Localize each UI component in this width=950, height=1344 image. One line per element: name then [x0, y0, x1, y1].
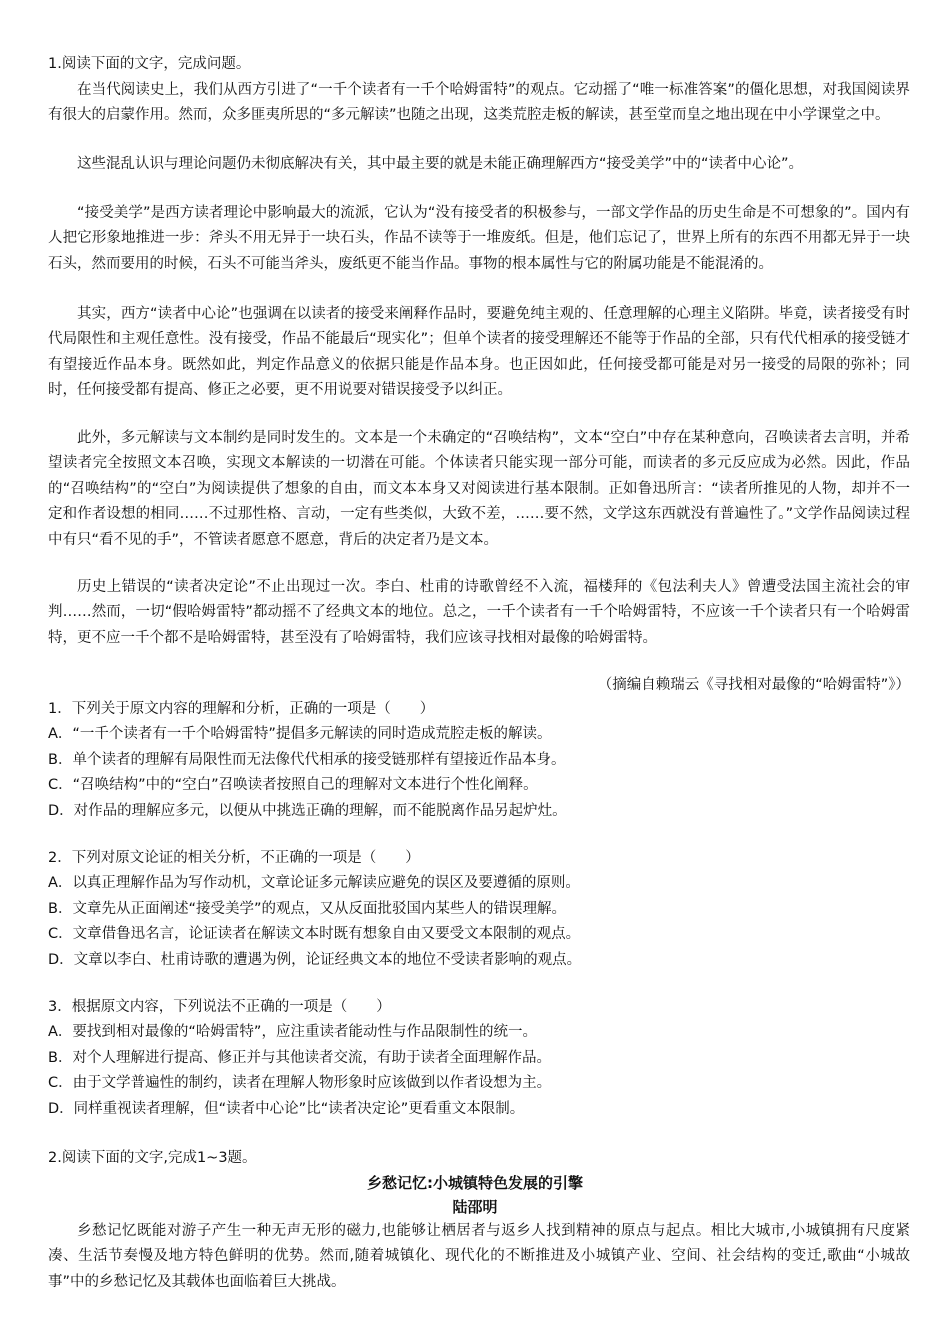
paragraph-6: 历史上错误的“读者决定论”不止出现过一次。李白、杜甫的诗歌曾经不入流，福楼拜的《包法利夫人》曾遭受法国主流社会的审判……然而，一切“假哈姆雷特”都动摇不了经典文本的地位。总之，一千个读者有一千个哈姆雷特，不应该一千个读者只有一个哈姆雷特，更不应一千个都不是哈姆雷特，甚至没有了哈姆雷特，我们应该寻找相对最像的哈姆雷特。	[48, 579, 910, 646]
article-author: 陆邵明	[452, 1198, 498, 1216]
question-3-stem: 3．根据原文内容，下列说法不正确的一项是（ ）	[48, 999, 391, 1015]
paragraph-3: “接受美学”是西方读者理论中影响最大的流派，它认为“没有接受者的积极参与，一部文学作品的历史生命是不可想象的”。国内有人把它形象地推进一步：斧头不用无异于一块石头，作品不读等于一堆废纸。但是，他们忘记了，世界上所有的东西不用都无异于一块石头，然而要用的时候，石头不可能当斧头，废纸更不能当作品。事物的根本属性与它的附属功能是不能混淆的。	[48, 205, 910, 272]
question-2-option-b[interactable]: B．文章先从正面阐述“接受美学”的观点，又从反面批驳国内某些人的错误理解。	[48, 900, 566, 917]
question-1-option-a[interactable]: A．“一千个读者有一千个哈姆雷特”提倡多元解读的同时造成荒腔走板的解读。	[48, 726, 552, 743]
question-3	[48, 995, 910, 1122]
paragraph-5: 此外，多元解读与文本制约是同时发生的。文本是一个未确定的“召唤结构”，文本“空白”中存在某种意向，召唤读者去言明，并希望读者完全按照文本召唤，实现文本解读的一切潜在可能。个体读者只能实现一部分可能，而读者的多元反应成为必然。因此，作品的“召唤结构”的“空白”为阅读提供了想象的自由，而文本本身又对阅读进行基本限制。正如鲁迅所言：“读者所推见的人物，却并不一定和作者设想的相同……不过那性格、言动，一定有些类似，大致不差，……要不然，文学这东西就没有普遍性了。”文学作品阅读过程中有只“看不见的手”，不管读者愿意不愿意，背后的决定者乃是文本。	[48, 430, 910, 548]
section2-paragraph: 乡愁记忆既能对游子产生一种无声无形的磁力,也能够让栖居者与返乡人找到精神的原点与起点。相比大城市,小城镇拥有尺度紧凑、生活节奏慢及地方特色鲜明的优势。然而,随着城镇化、现代化的不断推进及小城镇产业、空间、社会结构的变迁,歌曲“小城故事”中的乡愁记忆及其载体也面临着巨大挑战。	[48, 1223, 910, 1290]
paragraph-2: 这些混乱认识与理论问题仍未彻底解决有关，其中最主要的就是未能正确理解西方“接受美学”中的“读者中心论”。	[77, 156, 804, 172]
question-2-stem: 2．下列对原文论证的相关分析，不正确的一项是（ ）	[48, 850, 420, 866]
section2-heading: 2.阅读下面的文字,完成1~3题。	[48, 1150, 257, 1166]
question-1-stem: 1．下列关于原文内容的理解和分析，正确的一项是（ ）	[48, 701, 435, 717]
question-1-option-d[interactable]: D．对作品的理解应多元，以便从中挑选正确的理解，而不能脱离作品另起炉灶。	[48, 802, 567, 819]
question-3-option-a[interactable]: A．要找到相对最像的“哈姆雷特”，应注重读者能动性与作品限制性的统一。	[48, 1024, 537, 1041]
question-2-option-a[interactable]: A．以真正理解作品为写作动机，文章论证多元解读应避免的误区及要遵循的原则。	[48, 875, 580, 892]
question-1-option-b[interactable]: B．单个读者的理解有局限性而无法像代代相承的接受链那样有望接近作品本身。	[48, 751, 566, 768]
section1-heading: 1.阅读下面的文字，完成问题。	[48, 56, 251, 72]
question-3-option-c[interactable]: C．由于文学普遍性的制约，读者在理解人物形象时应该做到以作者设想为主。	[48, 1075, 552, 1092]
paragraph-4: 其实，西方“读者中心论”也强调在以读者的接受来阐释作品时，要避免纯主观的、任意理解的心理主义陷阱。毕竟，读者接受有时代局限性和主观任意性。没有接受，作品不能最后“现实化”；但单个读者的接受理解还不能等于作品的全部，只有代代相承的接受链才有望接近作品本身。既然如此，判定作品意义的依据只能是作品本身。也正因如此，任何接受都可能是对另一接受的局限的弥补；同时，任何接受都有提高、修正之必要，更不用说要对错误接受予以纠正。	[48, 306, 910, 399]
paragraph-1: 在当代阅读史上，我们从西方引进了“一千个读者有一千个哈姆雷特”的观点。它动摇了“唯一标准答案”的僵化思想，对我国阅读界有很大的启蒙作用。然而，众多匪夷所思的“多元解读”也随之出现，这类荒腔走板的解读，甚至堂而皇之地出现在中小学课堂之中。	[48, 82, 910, 124]
question-2	[48, 846, 910, 973]
question-2-option-c[interactable]: C．文章借鲁迅名言，论证读者在解读文本时既有想象自由又要受文本限制的观点。	[48, 926, 581, 943]
question-1	[48, 697, 910, 824]
source-citation: （摘编自赖瑞云《寻找相对最像的“哈姆雷特”》）	[597, 677, 910, 693]
question-3-option-b[interactable]: B．对个人理解进行提高、修正并与其他读者交流，有助于读者全面理解作品。	[48, 1049, 551, 1066]
question-3-option-d[interactable]: D．同样重视读者理解，但“读者中心论”比“读者决定论”更看重文本限制。	[48, 1100, 525, 1117]
question-1-option-c[interactable]: C．“召唤结构”中的“空白”召唤读者按照自己的理解对文本进行个性化阐释。	[48, 777, 538, 794]
article-title: 乡愁记忆:小城镇特色发展的引擎	[366, 1174, 583, 1192]
question-2-option-d[interactable]: D．文章以李白、杜甫诗歌的遭遇为例，论证经典文本的地位不受读者影响的观点。	[48, 951, 582, 968]
